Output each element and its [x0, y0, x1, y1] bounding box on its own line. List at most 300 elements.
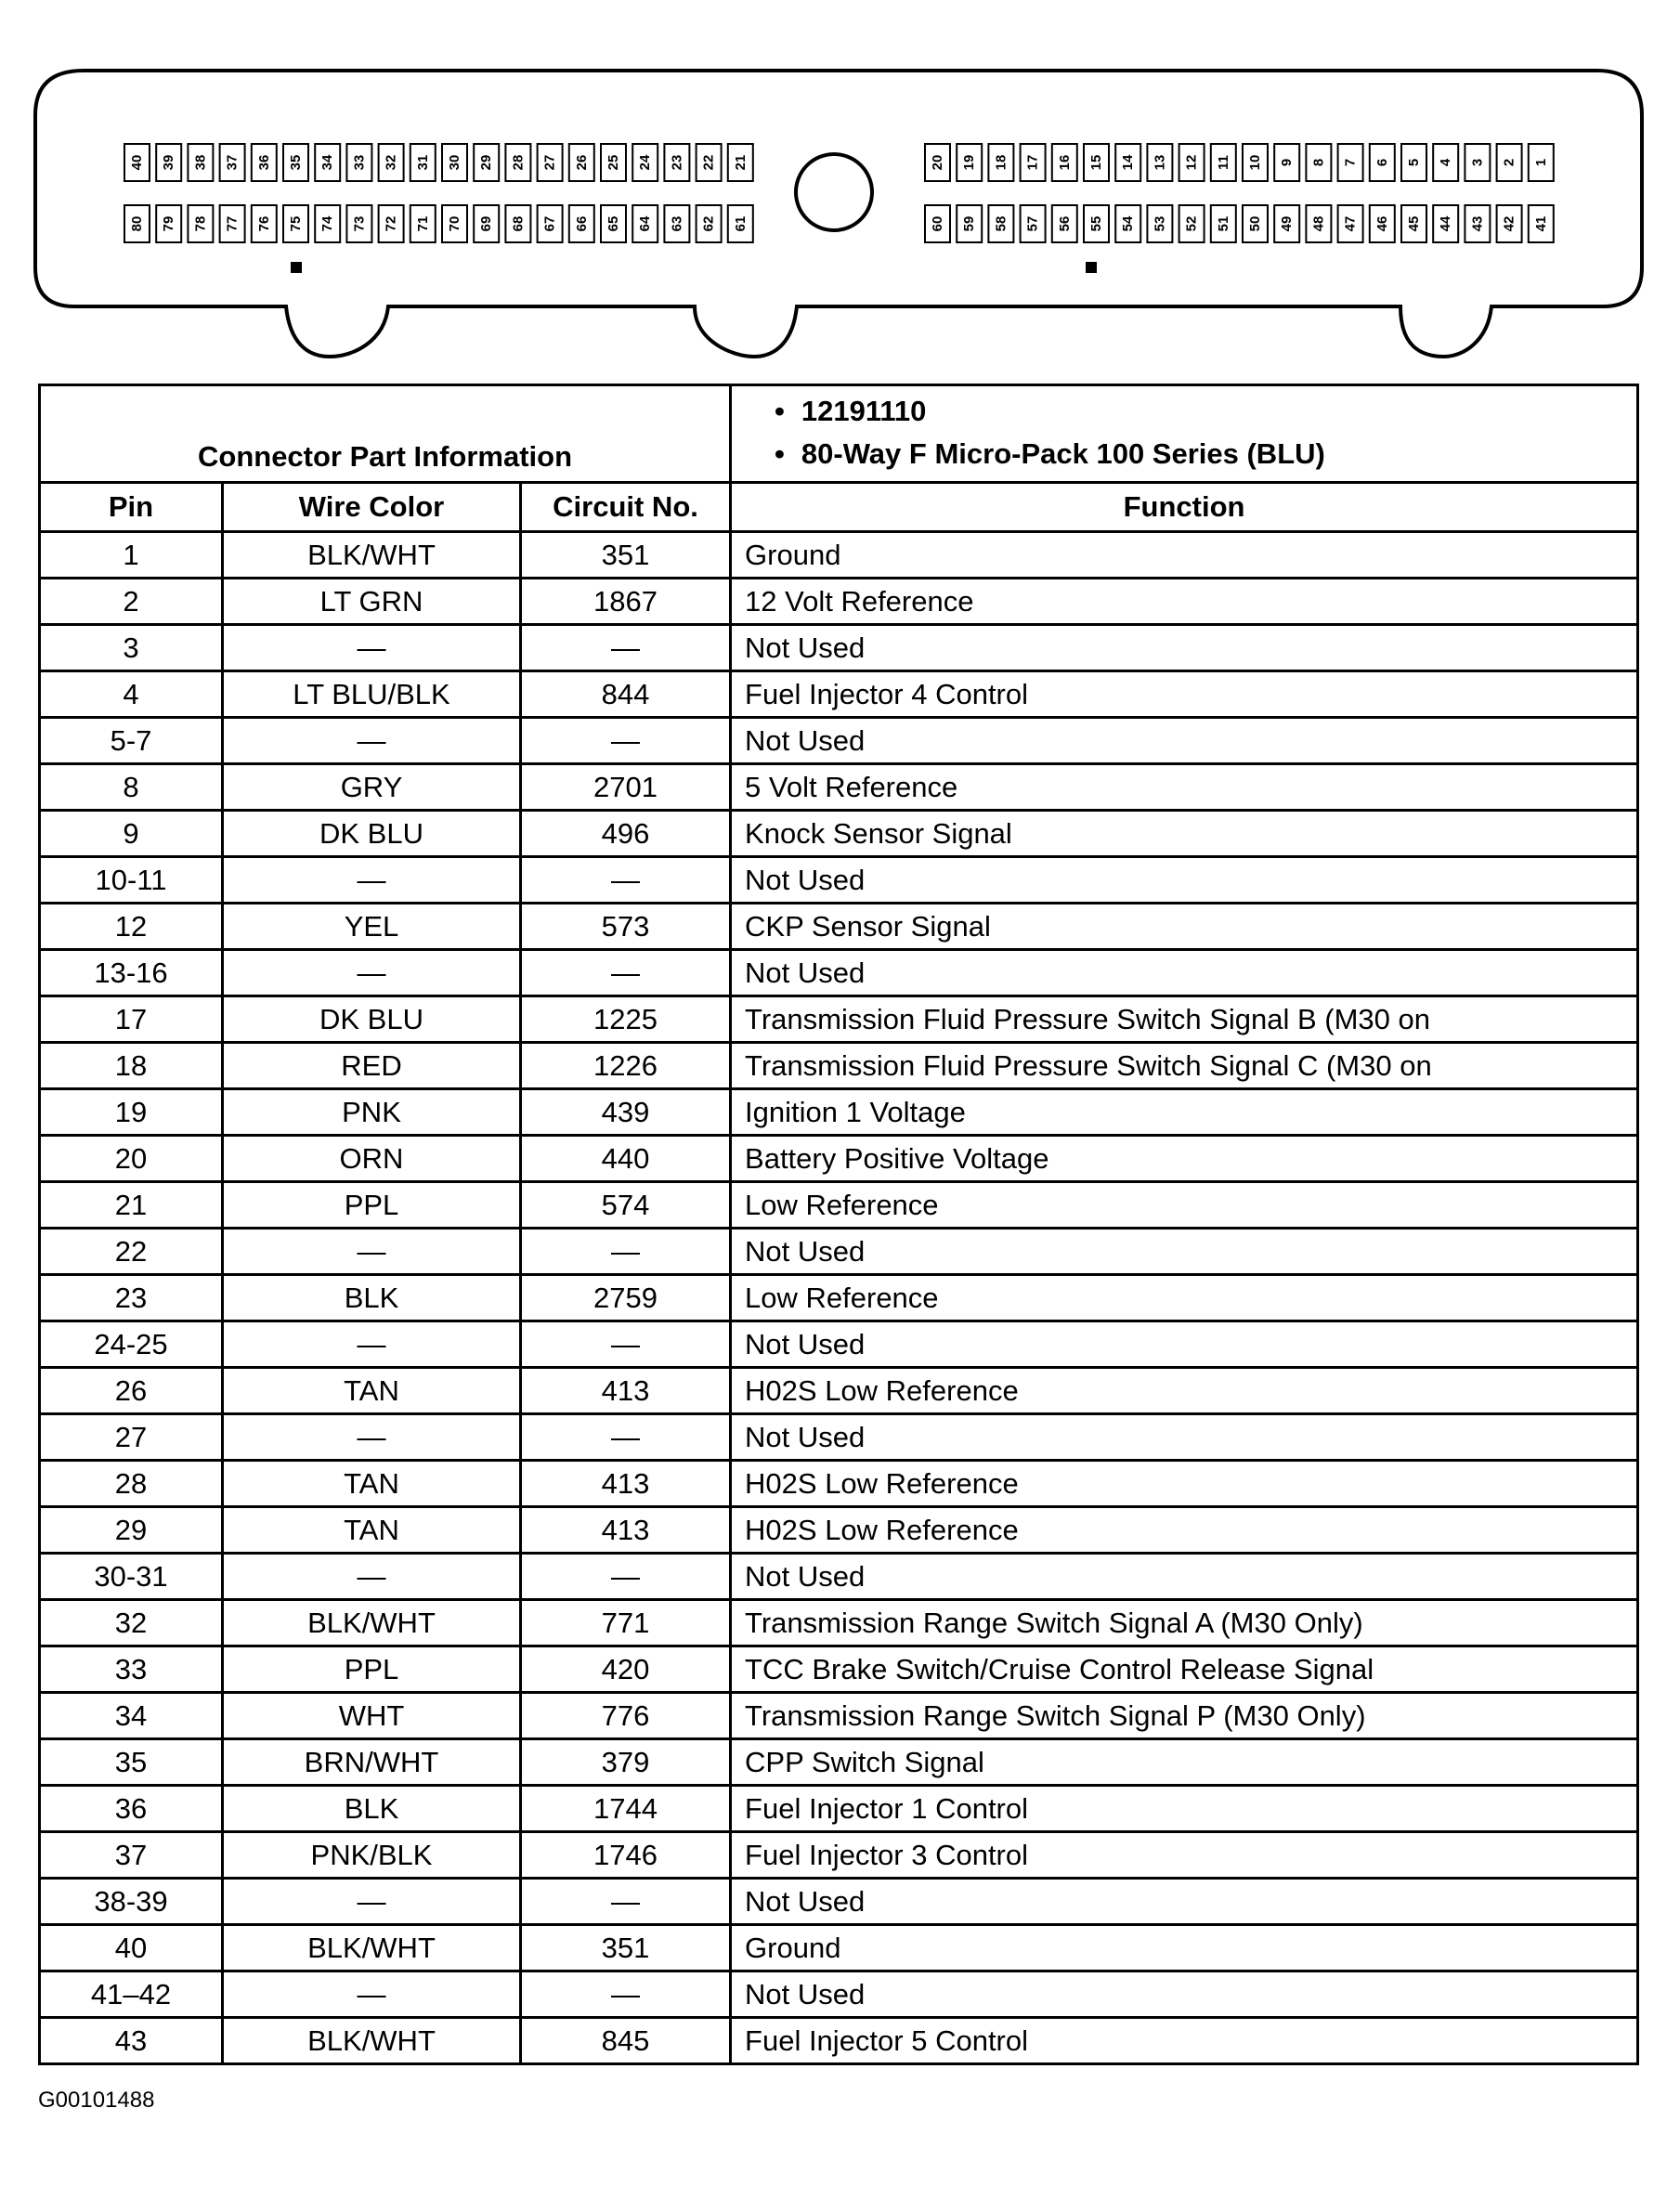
connector-pin-cavity: [957, 144, 982, 181]
connector-pin-cavity: [664, 144, 689, 181]
table-row: [40, 811, 1638, 857]
header-function: Function: [731, 483, 1638, 532]
pin-number-label: 69: [478, 215, 495, 232]
table-row: [40, 532, 1638, 579]
pin-number-label: 55: [1088, 215, 1104, 232]
connector-pin-cavity: [188, 144, 213, 181]
pin-number-label: 61: [732, 215, 749, 232]
pin-cell: 33: [40, 1646, 223, 1693]
connector-pin-cavity: [632, 205, 658, 242]
pin-number-label: 38: [192, 154, 209, 171]
table-row: [40, 1229, 1638, 1275]
connector-pin-cavity: [283, 144, 308, 181]
function-cell: Fuel Injector 1 Control: [731, 1786, 1638, 1832]
pin-cell: 18: [40, 1043, 223, 1089]
table-row: [40, 1414, 1638, 1461]
wire-color-cell: —: [223, 625, 521, 671]
pin-cell: 2: [40, 579, 223, 625]
pin-cell: 24-25: [40, 1321, 223, 1368]
circuit-cell: 573: [521, 904, 731, 950]
table-row: [40, 950, 1638, 996]
function-cell: Not Used: [731, 857, 1638, 904]
wire-color-cell: WHT: [223, 1693, 521, 1739]
wire-color-cell: DK BLU: [223, 996, 521, 1043]
pin-number-label: 9: [1279, 158, 1296, 167]
connector-pin-cavity: [1338, 205, 1363, 242]
pin-number-label: 22: [700, 154, 717, 171]
pin-cell: 17: [40, 996, 223, 1043]
pin-number-label: 24: [637, 154, 654, 171]
pin-number-label: 29: [478, 154, 495, 171]
connector-description: 80-Way F Micro-Pack 100 Series (BLU): [801, 437, 1325, 470]
connector-pin-cavity: [283, 205, 308, 242]
connector-pin-cavity: [474, 144, 499, 181]
pin-1-marker-right: [1086, 262, 1097, 273]
connector-pin-cavity: [569, 205, 594, 242]
connector-pin-cavity: [1497, 205, 1522, 242]
table-row: [40, 1646, 1638, 1693]
connector-pin-cavity: [124, 144, 150, 181]
circuit-cell: 1225: [521, 996, 731, 1043]
wire-color-cell: —: [223, 1879, 521, 1925]
circuit-cell: 439: [521, 1089, 731, 1136]
pin-number-label: 48: [1310, 215, 1327, 232]
pin-number-label: 25: [606, 154, 621, 171]
connector-pin-cavity: [252, 144, 277, 181]
pin-grid: [124, 144, 1554, 242]
circuit-cell: —: [521, 1554, 731, 1600]
connector-info-row: [40, 385, 1638, 483]
pin-number-label: 26: [573, 154, 590, 171]
function-cell: Ground: [731, 1925, 1638, 1971]
pin-number-label: 79: [161, 215, 177, 232]
connector-pin-cavity: [988, 144, 1013, 181]
pin-number-label: 77: [224, 215, 241, 232]
connector-pin-cavity: [188, 205, 213, 242]
pin-number-label: 17: [1024, 154, 1041, 171]
pin-number-label: 76: [255, 215, 272, 232]
part-number-line: [775, 390, 1636, 433]
pin-cell: 8: [40, 764, 223, 811]
circuit-cell: —: [521, 1229, 731, 1275]
pin-number-label: 41: [1532, 215, 1549, 232]
pin-number-label: 78: [192, 215, 209, 232]
connector-pin-cavity: [156, 144, 181, 181]
connector-pin-cavity: [505, 144, 530, 181]
function-cell: Not Used: [731, 1414, 1638, 1461]
connector-pin-cavity: [1274, 205, 1299, 242]
pin-number-label: 67: [541, 215, 558, 232]
function-cell: Low Reference: [731, 1182, 1638, 1229]
pin-cell: 4: [40, 671, 223, 718]
pin-number-label: 46: [1374, 215, 1390, 232]
table-row: [40, 1368, 1638, 1414]
pin-cell: 41–42: [40, 1971, 223, 2018]
table-row: [40, 1182, 1638, 1229]
pin-cell: 13-16: [40, 950, 223, 996]
wire-color-cell: PNK: [223, 1089, 521, 1136]
wire-color-cell: BLK/WHT: [223, 2018, 521, 2064]
table-row: [40, 1554, 1638, 1600]
connector-pin-cavity: [346, 205, 371, 242]
connector-pin-cavity: [1465, 205, 1490, 242]
connector-svg: [0, 0, 1680, 371]
table-row: [40, 904, 1638, 950]
pin-number-label: 21: [732, 154, 749, 171]
pin-number-label: 52: [1183, 215, 1200, 232]
pin-number-label: 7: [1342, 158, 1359, 167]
function-cell: Not Used: [731, 718, 1638, 764]
connector-pin-cavity: [156, 205, 181, 242]
pin-number-label: 50: [1247, 215, 1263, 232]
circuit-cell: 2701: [521, 764, 731, 811]
wire-color-cell: —: [223, 1321, 521, 1368]
pin-number-label: 65: [606, 215, 621, 232]
function-cell: Battery Positive Voltage: [731, 1136, 1638, 1182]
pin-number-label: 80: [129, 215, 145, 232]
pin-number-label: 68: [510, 215, 527, 232]
connector-pin-cavity: [220, 205, 245, 242]
pin-number-label: 39: [161, 154, 177, 171]
function-cell: 12 Volt Reference: [731, 579, 1638, 625]
connector-pin-cavity: [925, 205, 950, 242]
pin-number-label: 16: [1056, 154, 1073, 171]
function-cell: Transmission Range Switch Signal A (M30 Only): [731, 1600, 1638, 1646]
pin-number-label: 6: [1374, 158, 1390, 167]
pin-cell: 37: [40, 1832, 223, 1879]
connector-pin-cavity: [1115, 205, 1140, 242]
pin-number-label: 14: [1120, 154, 1137, 171]
pin-cell: 36: [40, 1786, 223, 1832]
table-row: [40, 764, 1638, 811]
connector-pin-cavity: [1433, 205, 1458, 242]
circuit-cell: 1744: [521, 1786, 731, 1832]
pin-number-label: 62: [700, 215, 717, 232]
bullet: •: [775, 395, 785, 427]
pin-cell: 32: [40, 1600, 223, 1646]
pin-number-label: 2: [1501, 158, 1517, 167]
pin-number-label: 74: [319, 215, 336, 232]
pin-number-label: 31: [414, 154, 431, 171]
pin-1-marker-left: [291, 262, 302, 273]
table-row: [40, 1461, 1638, 1507]
connector-info-title: Connector Part Information: [40, 385, 731, 483]
function-cell: Transmission Range Switch Signal P (M30 Only): [731, 1693, 1638, 1739]
pin-number-label: 40: [129, 154, 145, 171]
pin-number-label: 18: [993, 154, 1009, 171]
connector-pin-cavity: [220, 144, 245, 181]
function-cell: Not Used: [731, 625, 1638, 671]
function-cell: Not Used: [731, 1229, 1638, 1275]
connector-keying-hole: [796, 154, 872, 230]
function-cell: Transmission Fluid Pressure Switch Signal B (M30 on: [731, 996, 1638, 1043]
pin-number-label: 54: [1120, 215, 1137, 232]
pin-number-label: 57: [1024, 215, 1041, 232]
function-cell: Transmission Fluid Pressure Switch Signal C (M30 on: [731, 1043, 1638, 1089]
wire-color-cell: BLK: [223, 1786, 521, 1832]
circuit-cell: 771: [521, 1600, 731, 1646]
wire-color-cell: BLK/WHT: [223, 1600, 521, 1646]
circuit-cell: —: [521, 625, 731, 671]
circuit-cell: —: [521, 1321, 731, 1368]
pin-number-label: 1: [1532, 158, 1549, 167]
pin-number-label: 59: [961, 215, 978, 232]
connector-pin-cavity: [1211, 144, 1236, 181]
table-row: [40, 1275, 1638, 1321]
pin-number-label: 58: [993, 215, 1009, 232]
connector-pin-cavity: [410, 205, 436, 242]
pin-number-label: 33: [351, 154, 368, 171]
wire-color-cell: PPL: [223, 1182, 521, 1229]
connector-pin-cavity: [315, 144, 340, 181]
function-cell: Fuel Injector 4 Control: [731, 671, 1638, 718]
connector-pin-cavity: [442, 144, 467, 181]
pin-number-label: 42: [1501, 215, 1517, 232]
wire-color-cell: ORN: [223, 1136, 521, 1182]
connector-pin-cavity: [1179, 144, 1205, 181]
wire-color-cell: RED: [223, 1043, 521, 1089]
table-row: [40, 1136, 1638, 1182]
circuit-cell: 420: [521, 1646, 731, 1693]
pin-number-label: 13: [1152, 154, 1168, 171]
circuit-cell: 1226: [521, 1043, 731, 1089]
figure-code: G00101488: [38, 2088, 155, 2113]
table-row: [40, 1971, 1638, 2018]
connector-pin-cavity: [1370, 144, 1395, 181]
connector-pin-cavity: [1243, 205, 1268, 242]
connector-pin-cavity: [252, 205, 277, 242]
pin-cell: 27: [40, 1414, 223, 1461]
table-row: [40, 625, 1638, 671]
function-cell: Ignition 1 Voltage: [731, 1089, 1638, 1136]
pin-number-label: 8: [1310, 158, 1327, 167]
pin-number-label: 3: [1469, 158, 1486, 167]
wire-color-cell: BRN/WHT: [223, 1739, 521, 1786]
pin-number-label: 30: [447, 154, 462, 171]
wire-color-cell: LT BLU/BLK: [223, 671, 521, 718]
header-wire-color: Wire Color: [223, 483, 521, 532]
wire-color-cell: GRY: [223, 764, 521, 811]
circuit-cell: 496: [521, 811, 731, 857]
function-cell: Not Used: [731, 1321, 1638, 1368]
pin-number-label: 23: [669, 154, 685, 171]
circuit-cell: 379: [521, 1739, 731, 1786]
function-cell: CPP Switch Signal: [731, 1739, 1638, 1786]
connector-pin-cavity: [124, 205, 150, 242]
header-pin: Pin: [40, 483, 223, 532]
connector-pin-cavity: [1021, 144, 1046, 181]
circuit-cell: 776: [521, 1693, 731, 1739]
wire-color-cell: TAN: [223, 1368, 521, 1414]
connector-pin-cavity: [538, 144, 563, 181]
table-row: [40, 996, 1638, 1043]
pin-number-label: 53: [1152, 215, 1168, 232]
connector-pin-cavity: [538, 205, 563, 242]
function-cell: CKP Sensor Signal: [731, 904, 1638, 950]
connector-pin-cavity: [474, 205, 499, 242]
function-cell: Knock Sensor Signal: [731, 811, 1638, 857]
wire-color-cell: DK BLU: [223, 811, 521, 857]
pin-rows: [40, 532, 1638, 2064]
connector-pin-cavity: [1115, 144, 1140, 181]
function-cell: Not Used: [731, 1971, 1638, 2018]
connector-pin-cavity: [505, 205, 530, 242]
table-row: [40, 671, 1638, 718]
connector-pin-cavity: [697, 144, 722, 181]
connector-pin-cavity: [1179, 205, 1205, 242]
table-row: [40, 1739, 1638, 1786]
circuit-cell: 1746: [521, 1832, 731, 1879]
pin-number-label: 60: [930, 215, 945, 232]
wire-color-cell: —: [223, 1971, 521, 2018]
circuit-cell: —: [521, 857, 731, 904]
table-row: [40, 1507, 1638, 1554]
pin-cell: 38-39: [40, 1879, 223, 1925]
pin-cell: 28: [40, 1461, 223, 1507]
circuit-cell: 351: [521, 1925, 731, 1971]
pin-number-label: 75: [288, 215, 304, 232]
pin-number-label: 32: [383, 154, 399, 171]
table-row: [40, 1786, 1638, 1832]
connector-pin-cavity: [1529, 144, 1554, 181]
connector-pin-cavity: [379, 144, 404, 181]
pin-cell: 3: [40, 625, 223, 671]
connector-pin-cavity: [1211, 205, 1236, 242]
pin-number-label: 51: [1215, 215, 1231, 232]
wire-color-cell: PNK/BLK: [223, 1832, 521, 1879]
connector-pin-cavity: [442, 205, 467, 242]
connector-pin-cavity: [697, 205, 722, 242]
connector-pin-cavity: [346, 144, 371, 181]
pin-cell: 20: [40, 1136, 223, 1182]
circuit-cell: 351: [521, 532, 731, 579]
pin-cell: 40: [40, 1925, 223, 1971]
pin-cell: 23: [40, 1275, 223, 1321]
connector-pin-cavity: [957, 205, 982, 242]
pin-number-label: 64: [637, 215, 654, 232]
pin-cell: 9: [40, 811, 223, 857]
table-row: [40, 1089, 1638, 1136]
connector-pin-cavity: [1052, 144, 1077, 181]
wire-color-cell: LT GRN: [223, 579, 521, 625]
pin-cell: 5-7: [40, 718, 223, 764]
pin-number-label: 63: [669, 215, 685, 232]
table-row: [40, 1043, 1638, 1089]
pin-number-label: 71: [414, 215, 431, 232]
pin-number-label: 45: [1406, 215, 1422, 232]
pin-cell: 29: [40, 1507, 223, 1554]
function-cell: H02S Low Reference: [731, 1461, 1638, 1507]
connector-pin-cavity: [1052, 205, 1077, 242]
pin-cell: 22: [40, 1229, 223, 1275]
wire-color-cell: —: [223, 1229, 521, 1275]
function-cell: Not Used: [731, 950, 1638, 996]
pin-number-label: 11: [1215, 155, 1231, 170]
circuit-cell: 845: [521, 2018, 731, 2064]
connector-pin-cavity: [1465, 144, 1490, 181]
table-row: [40, 579, 1638, 625]
connector-pin-cavity: [632, 144, 658, 181]
connector-pin-cavity: [569, 144, 594, 181]
pin-cell: 21: [40, 1182, 223, 1229]
circuit-cell: 1867: [521, 579, 731, 625]
circuit-cell: 574: [521, 1182, 731, 1229]
function-cell: H02S Low Reference: [731, 1507, 1638, 1554]
circuit-cell: 440: [521, 1136, 731, 1182]
wire-color-cell: —: [223, 950, 521, 996]
wire-color-cell: BLK: [223, 1275, 521, 1321]
pin-number-label: 4: [1438, 158, 1454, 167]
pin-number-label: 35: [288, 154, 304, 171]
circuit-cell: 844: [521, 671, 731, 718]
table-row: [40, 1925, 1638, 1971]
circuit-cell: —: [521, 1414, 731, 1461]
pin-number-label: 27: [541, 154, 558, 171]
pin-cell: 35: [40, 1739, 223, 1786]
table-row: [40, 2018, 1638, 2064]
header-circuit-no: Circuit No.: [521, 483, 731, 532]
pin-cell: 1: [40, 532, 223, 579]
connector-pin-cavity: [1401, 205, 1426, 242]
pin-number-label: 20: [930, 154, 945, 171]
wire-color-cell: —: [223, 1554, 521, 1600]
table-row: [40, 1832, 1638, 1879]
pin-number-label: 12: [1183, 154, 1200, 171]
connector-pin-cavity: [1338, 144, 1363, 181]
circuit-cell: 413: [521, 1507, 731, 1554]
wire-color-cell: —: [223, 857, 521, 904]
description-line: [775, 433, 1636, 475]
pin-cell: 10-11: [40, 857, 223, 904]
wire-color-cell: —: [223, 1414, 521, 1461]
table-row: [40, 1879, 1638, 1925]
connector-pin-cavity: [988, 205, 1013, 242]
circuit-cell: —: [521, 1879, 731, 1925]
connector-pin-cavity: [1433, 144, 1458, 181]
wire-color-cell: YEL: [223, 904, 521, 950]
circuit-cell: —: [521, 950, 731, 996]
connector-pin-cavity: [1084, 144, 1109, 181]
connector-info-details: [731, 385, 1638, 483]
function-cell: Not Used: [731, 1879, 1638, 1925]
part-number: 12191110: [801, 395, 927, 427]
bullet: •: [775, 437, 785, 470]
pin-cell: 43: [40, 2018, 223, 2064]
connector-pin-cavity: [601, 205, 626, 242]
function-cell: Ground: [731, 532, 1638, 579]
pin-number-label: 19: [961, 154, 978, 171]
function-cell: TCC Brake Switch/Cruise Control Release Signal: [731, 1646, 1638, 1693]
function-cell: Fuel Injector 3 Control: [731, 1832, 1638, 1879]
wire-color-cell: BLK/WHT: [223, 532, 521, 579]
connector-pin-cavity: [1306, 205, 1331, 242]
pin-cell: 34: [40, 1693, 223, 1739]
connector-pin-cavity: [664, 205, 689, 242]
pin-cell: 12: [40, 904, 223, 950]
function-cell: Fuel Injector 5 Control: [731, 2018, 1638, 2064]
function-cell: H02S Low Reference: [731, 1368, 1638, 1414]
circuit-cell: —: [521, 1971, 731, 2018]
header-row: [40, 483, 1638, 532]
pin-number-label: 43: [1469, 215, 1486, 232]
pin-cell: 19: [40, 1089, 223, 1136]
pin-number-label: 10: [1247, 154, 1263, 171]
wire-color-cell: —: [223, 718, 521, 764]
connector-pin-cavity: [315, 205, 340, 242]
pin-number-label: 66: [573, 215, 590, 232]
connector-pin-cavity: [410, 144, 436, 181]
circuit-cell: 2759: [521, 1275, 731, 1321]
